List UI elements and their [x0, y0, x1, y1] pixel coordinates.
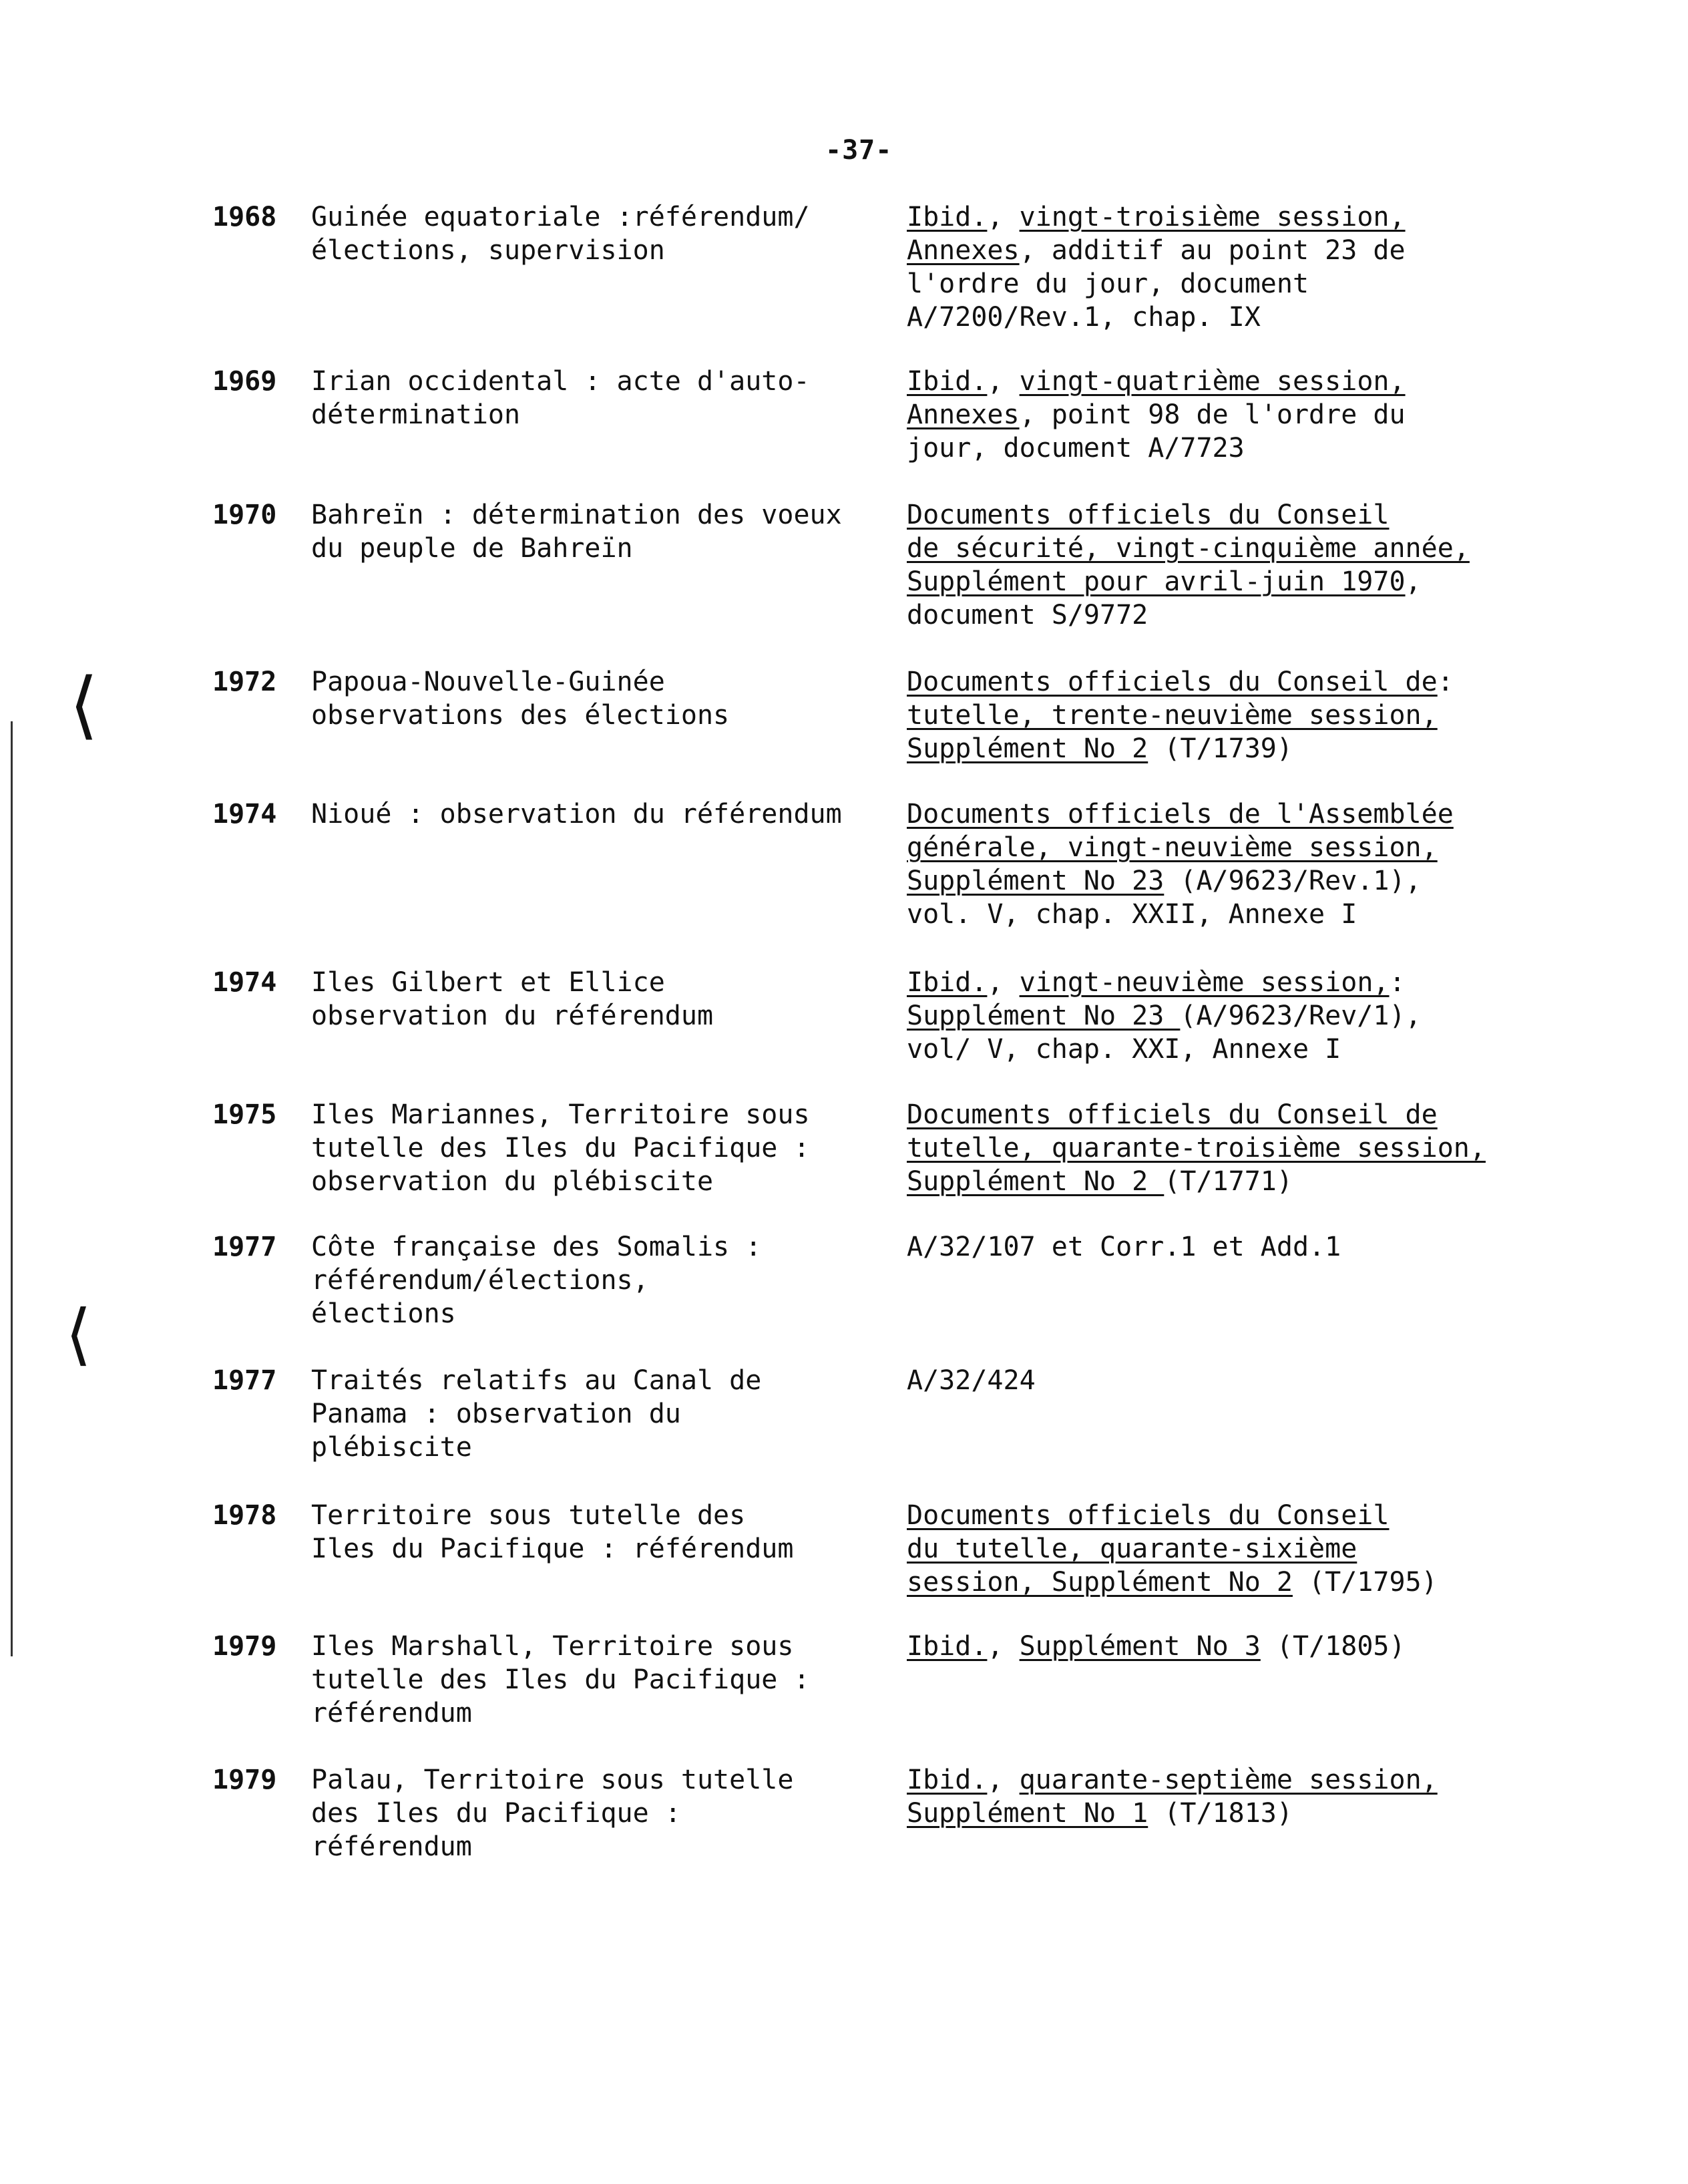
entry-reference: [907, 498, 1508, 632]
reference-line: [907, 1364, 1508, 1397]
reference-underlined-text: tutelle, quarante-troisième session,: [907, 1133, 1486, 1163]
subject-line: Nioué : observation du référendum: [311, 799, 842, 830]
reference-text: (A/9623/Rev.1),: [1164, 866, 1422, 896]
subject-line: observation du référendum: [311, 1000, 714, 1031]
entry-subject: [311, 966, 879, 1033]
reference-text: , additif au point 23 de: [1019, 235, 1406, 266]
entry-subject: [311, 1098, 879, 1198]
reference-underlined-text: Supplément No 23: [907, 866, 1165, 896]
reference-text: ,: [1405, 566, 1422, 597]
entry-year: 1968: [212, 202, 277, 232]
reference-line: [907, 267, 1508, 301]
page-number: -37-: [825, 135, 893, 166]
subject-line: référendum: [311, 1698, 472, 1728]
reference-text: ,: [987, 366, 1020, 397]
reference-text: ,: [987, 967, 1020, 998]
reference-underlined-text: Supplément pour avril-juin 1970: [907, 566, 1406, 597]
reference-underlined-text: de sécurité, vingt-cinquième année,: [907, 533, 1470, 564]
reference-line: [907, 1763, 1508, 1797]
reference-underlined-text: Ibid.: [907, 366, 988, 397]
subject-line: référendum/élections,: [311, 1265, 649, 1296]
entry-reference: [907, 1364, 1508, 1397]
reference-text: ,: [987, 1765, 1020, 1795]
subject-line: élections: [311, 1298, 456, 1329]
reference-line: [907, 797, 1508, 831]
subject-line: Palau, Territoire sous tutelle: [311, 1765, 794, 1795]
reference-line: [907, 565, 1508, 598]
scan-mark: ⟨: [65, 1295, 92, 1373]
entry-year: 1977: [212, 1232, 277, 1262]
reference-line: [907, 1797, 1508, 1830]
entry-reference: [907, 665, 1508, 765]
reference-underlined-text: Ibid.: [907, 1631, 988, 1662]
reference-underlined-text: du tutelle, quarante-sixième: [907, 1533, 1357, 1564]
entry-year: 1979: [212, 1765, 277, 1795]
subject-line: observations des élections: [311, 700, 730, 731]
subject-line: Iles du Pacifique : référendum: [311, 1533, 794, 1564]
subject-line: Papoua-Nouvelle-Guinée: [311, 667, 665, 697]
entry-year: 1977: [212, 1365, 277, 1396]
subject-line: tutelle des Iles du Pacifique :: [311, 1133, 810, 1163]
reference-underlined-text: générale, vingt-neuvième session,: [907, 832, 1438, 863]
reference-line: [907, 398, 1508, 431]
reference-underlined-text: Documents officiels du Conseil: [907, 500, 1390, 530]
reference-underlined-text: Documents officiels du Conseil de: [907, 1099, 1438, 1130]
reference-underlined-text: Ibid.: [907, 967, 988, 998]
reference-underlined-text: tutelle, trente-neuvième session,: [907, 700, 1438, 731]
reference-text: (T/1739): [1148, 733, 1293, 764]
reference-line: [907, 1230, 1508, 1264]
entry-subject: [311, 1364, 879, 1464]
subject-line: Panama : observation du: [311, 1399, 681, 1429]
subject-line: des Iles du Pacifique :: [311, 1798, 681, 1829]
reference-underlined-text: Supplément No 2: [907, 733, 1148, 764]
entry-reference: [907, 1499, 1508, 1599]
reference-line: [907, 1499, 1508, 1532]
subject-line: élections, supervision: [311, 235, 665, 266]
reference-underlined-text: session, Supplément No 2: [907, 1567, 1293, 1598]
subject-line: Iles Marshall, Territoire sous: [311, 1631, 794, 1662]
reference-underlined-text: Annexes: [907, 399, 1020, 430]
reference-text: document S/9772: [907, 600, 1148, 630]
entry-subject: [311, 797, 879, 831]
entry-year: 1978: [212, 1500, 277, 1531]
entry-subject: [311, 665, 879, 732]
reference-line: [907, 699, 1508, 732]
reference-text: (T/1813): [1148, 1798, 1293, 1829]
entry-reference: [907, 1630, 1508, 1663]
entry-year: 1972: [212, 667, 277, 697]
reference-line: [907, 898, 1508, 931]
reference-text: ,: [987, 202, 1020, 232]
subject-line: Côte française des Somalis :: [311, 1232, 762, 1262]
entry-year: 1970: [212, 500, 277, 530]
reference-line: [907, 1131, 1508, 1165]
reference-text: (T/1771): [1164, 1166, 1293, 1197]
reference-underlined-text: Supplément No 3: [1019, 1631, 1261, 1662]
reference-text: (A/9623/Rev/1),: [1180, 1000, 1422, 1031]
entry-year: 1974: [212, 799, 277, 830]
reference-underlined-text: Annexes: [907, 235, 1020, 266]
entry-reference: [907, 365, 1508, 465]
reference-text: (T/1805): [1260, 1631, 1406, 1662]
entry-reference: [907, 1098, 1508, 1198]
reference-line: [907, 732, 1508, 765]
subject-line: Bahreïn : détermination des voeux: [311, 500, 842, 530]
reference-text: :: [1389, 967, 1406, 998]
reference-underlined-text: Ibid.: [907, 202, 988, 232]
subject-line: plébiscite: [311, 1432, 472, 1463]
reference-text: vol/ V, chap. XXI, Annexe I: [907, 1034, 1341, 1065]
entry-year: 1979: [212, 1631, 277, 1662]
reference-text: vol. V, chap. XXII, Annexe I: [907, 899, 1357, 930]
reference-text: A/7200/Rev.1, chap. IX: [907, 302, 1261, 333]
reference-underlined-text: vingt-troisième session,: [1019, 202, 1406, 232]
entry-subject: [311, 1499, 879, 1566]
reference-underlined-text: Supplément No 2: [907, 1166, 1165, 1197]
entry-year: 1974: [212, 967, 277, 998]
reference-underlined-text: vingt-quatrième session,: [1019, 366, 1406, 397]
entry-reference: [907, 797, 1508, 931]
reference-line: [907, 234, 1508, 267]
entry-subject: [311, 1630, 879, 1730]
entry-year: 1975: [212, 1099, 277, 1130]
reference-text: jour, document A/7723: [907, 433, 1245, 464]
subject-line: Iles Gilbert et Ellice: [311, 967, 665, 998]
reference-text: A/32/107 et Corr.1 et Add.1: [907, 1232, 1341, 1262]
reference-underlined-text: Documents officiels de l'Assemblée: [907, 799, 1454, 830]
subject-line: Traités relatifs au Canal de: [311, 1365, 762, 1396]
entry-reference: [907, 1230, 1508, 1264]
reference-line: [907, 999, 1508, 1033]
scan-mark: ⟨: [69, 662, 98, 747]
reference-line: [907, 966, 1508, 999]
reference-underlined-text: Ibid.: [907, 1765, 988, 1795]
subject-line: détermination: [311, 399, 521, 430]
subject-line: Iles Mariannes, Territoire sous: [311, 1099, 810, 1130]
reference-line: [907, 301, 1508, 334]
reference-underlined-text: Supplément No 1: [907, 1798, 1148, 1829]
subject-line: observation du plébiscite: [311, 1166, 714, 1197]
reference-line: [907, 1165, 1508, 1198]
entry-subject: [311, 498, 879, 565]
reference-text: , point 98 de l'ordre du: [1019, 399, 1406, 430]
subject-line: tutelle des Iles du Pacifique :: [311, 1664, 810, 1695]
reference-text: :: [1437, 667, 1454, 697]
entry-subject: [311, 1763, 879, 1863]
reference-underlined-text: Supplément No 23: [907, 1000, 1181, 1031]
reference-line: [907, 431, 1508, 465]
entry-subject: [311, 365, 879, 431]
reference-line: [907, 498, 1508, 532]
subject-line: Irian occidental : acte d'auto-: [311, 366, 810, 397]
reference-line: [907, 532, 1508, 565]
subject-line: Guinée equatoriale :référendum/: [311, 202, 810, 232]
reference-line: [907, 365, 1508, 398]
reference-line: [907, 200, 1508, 234]
reference-line: [907, 831, 1508, 864]
reference-text: A/32/424: [907, 1365, 1036, 1396]
reference-line: [907, 665, 1508, 699]
entry-subject: [311, 200, 879, 267]
reference-underlined-text: Documents officiels du Conseil de: [907, 667, 1438, 697]
reference-underlined-text: quarante-septième session,: [1019, 1765, 1438, 1795]
reference-underlined-text: vingt-neuvième session,: [1019, 967, 1390, 998]
reference-line: [907, 1630, 1508, 1663]
reference-text: ,: [987, 1631, 1020, 1662]
reference-line: [907, 1033, 1508, 1066]
scan-edge-line: [11, 721, 13, 1656]
subject-line: référendum: [311, 1831, 472, 1862]
reference-text: (T/1795): [1292, 1567, 1438, 1598]
reference-line: [907, 1098, 1508, 1131]
subject-line: du peuple de Bahreïn: [311, 533, 633, 564]
entry-subject: [311, 1230, 879, 1330]
reference-text: l'ordre du jour, document: [907, 268, 1309, 299]
reference-underlined-text: Documents officiels du Conseil: [907, 1500, 1390, 1531]
entry-reference: [907, 1763, 1508, 1830]
subject-line: Territoire sous tutelle des: [311, 1500, 746, 1531]
reference-line: [907, 1566, 1508, 1599]
reference-line: [907, 1532, 1508, 1566]
reference-line: [907, 598, 1508, 632]
entry-reference: [907, 966, 1508, 1066]
reference-line: [907, 864, 1508, 898]
entry-year: 1969: [212, 366, 277, 397]
entry-reference: [907, 200, 1508, 334]
